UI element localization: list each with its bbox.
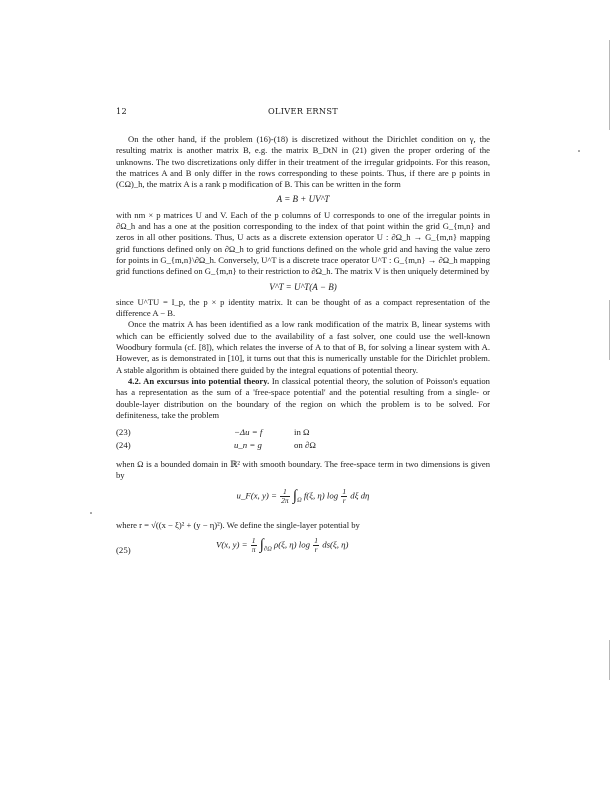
equation-25-lhs: V(x, y) =	[216, 539, 248, 550]
equation-25-measure: ds(ξ, η)	[322, 539, 349, 550]
equation-free-space-frac-num: 1	[280, 488, 290, 497]
equation-24-condition: on ∂Ω	[294, 440, 316, 451]
equation-24	[116, 440, 490, 453]
paragraph-discretization: On the other hand, if the problem (16)-(18) is discretized without the Dirichlet condition on γ, the resulting matrix is another matrix B, e.g. the matrix B_DtN in (21) given the proper ordering of the unknowns. The two discretizations only differ in their treatment of the irregular gridpoints. For this reason, the matrices A and B only differ in the rows corresponding to these points. Thus, if there are p points in (CΩ)_h, the matrix A is a rank p modification of B. This can be written in the form	[116, 134, 490, 190]
equation-free-space	[116, 488, 490, 514]
equation-25-frac2-num: 1	[314, 536, 318, 546]
equation-25-frac2-den: r	[314, 545, 318, 555]
equation-23-condition: in Ω	[294, 427, 310, 438]
equation-25-frac-num: 1	[251, 536, 256, 546]
integral-domain: Ω	[296, 495, 302, 503]
body-text	[116, 134, 490, 569]
equation-23	[116, 427, 490, 440]
integral-sign: ∫	[259, 536, 264, 553]
equation-free-space-frac2-den: r	[342, 495, 346, 505]
page-number: 12	[116, 106, 128, 116]
section-heading: 4.2. An excursus into potential theory.	[128, 375, 270, 386]
equation-25-number: (25)	[116, 545, 131, 556]
scan-edge-line	[609, 40, 610, 130]
scan-edge-line	[609, 300, 610, 360]
running-author: OLIVER ERNST	[267, 106, 338, 116]
equation-free-space-integrand: f(ξ, η) log	[303, 490, 339, 501]
integral-boundary: ∂Ω	[263, 545, 272, 553]
equation-24-number: (24)	[116, 440, 131, 451]
paragraph-bounded-domain: when Ω is a bounded domain in ℝ² with smooth boundary. The free-space term in two dimensions is given by	[116, 459, 490, 481]
equation-25-integrand: ρ(ξ, η) log	[273, 539, 311, 550]
scan-speck	[90, 512, 92, 514]
section-potential-theory	[116, 376, 490, 421]
paragraph-single-layer: where r = √((x − ξ)² + (y − η)²). We define the single-layer potential by	[116, 519, 360, 530]
equation-v-transpose: V^T = U^T(A − B)	[269, 281, 337, 292]
scan-speck	[578, 150, 580, 152]
equation-23-number: (23)	[116, 427, 131, 438]
equation-free-space-frac-den: 2π	[281, 495, 289, 505]
equation-23-lhs: −Δu = f	[234, 427, 263, 438]
equation-a-rank-modification: A = B + UV^T	[276, 194, 330, 205]
equation-free-space-measure: dξ dη	[350, 490, 370, 501]
equation-free-space-lhs: u_F(x, y) =	[236, 490, 277, 501]
equation-25-frac-den: π	[251, 545, 256, 555]
equation-25	[116, 537, 490, 563]
integral-sign: ∫	[292, 487, 297, 504]
paragraph-identity: since U^TU = I_p, the p × p identity matrix. It can be thought of as a compact representation of the difference A − B.	[116, 296, 490, 319]
section-intro-text: In classical potential theory, the solution of Poisson's equation has a representation as the sum of a 'free-space potential' and the potential resulting from a single- or double-layer distribution on the boundary of the region on which the problem is to be solved. For definiteness, take the problem	[116, 375, 490, 420]
equation-free-space-frac2-num: 1	[342, 486, 347, 496]
paragraph-woodbury: Once the matrix A has been identified as a low rank modification of the matrix B, linear systems with which can be efficiently solved due to the availability of a fast solver, one could use the well-known Woodbury formula (cf. [8]), which relates the inverse of A to that of B, for solving a linear system with A. However, as is demonstrated in [10], it turns out that this is numerically unstable for the Dirichlet problem. A stable algorithm is obtained there guided by the integral equations of potential theory.	[116, 319, 490, 375]
equation-24-lhs: u_n = g	[234, 440, 262, 451]
paragraph-extension-operator: with nm × p matrices U and V. Each of the p columns of U corresponds to one of the irregular points in ∂Ω_h and has a one at the position corresponding to the index of that point within the grid G_{m,n} and zeros in all other positions. Thus, U acts as a discrete extension operator U : ∂Ω_h → G_{m,n} mapping grid functions defined only on ∂Ω_h to grid functions defined on the whole grid and having the value zero for points in G_{m,n}\∂Ω_h. Conversely, U^T is a discrete trace operator U^T : G_{m,n} → ∂Ω_h mapping grid functions defined on G_{m,n} to their restriction to ∂Ω_h. The matrix V is then uniquely determined by	[116, 209, 490, 277]
scan-edge-line	[609, 640, 610, 680]
